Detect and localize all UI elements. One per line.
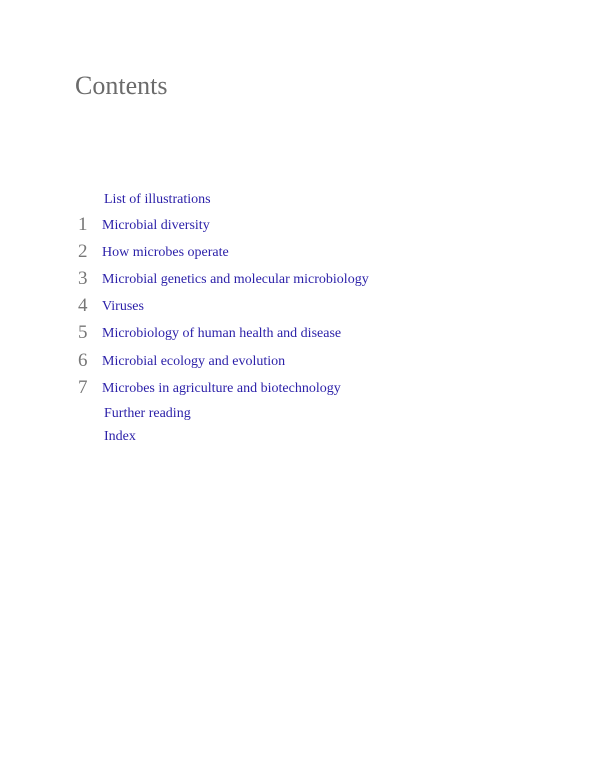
toc-link-chapter-7[interactable]: Microbes in agriculture and biotechnology: [102, 381, 341, 396]
toc-link-chapter-2[interactable]: How microbes operate: [102, 245, 229, 260]
chapter-number: 7: [78, 377, 88, 398]
toc-link-further-reading[interactable]: Further reading: [104, 406, 191, 421]
chapter-number: 3: [78, 268, 88, 289]
toc-link-list-of-illustrations[interactable]: List of illustrations: [104, 192, 211, 207]
chapter-number: 6: [78, 350, 88, 371]
chapter-number: 5: [78, 322, 88, 343]
toc-link-chapter-1[interactable]: Microbial diversity: [102, 218, 210, 233]
toc-entry-chapter-7: [0, 375, 600, 399]
toc-entry-chapter-5: [0, 320, 600, 344]
toc-entry-chapter-4: [0, 293, 600, 317]
toc-entry-chapter-6: [0, 348, 600, 372]
toc-entry-further-reading: [0, 400, 600, 424]
toc-link-chapter-3[interactable]: Microbial genetics and molecular microbiology: [102, 272, 369, 287]
toc-link-chapter-4[interactable]: Viruses: [102, 299, 144, 314]
toc-entry-chapter-3: [0, 266, 600, 290]
chapter-number: 1: [78, 214, 88, 235]
page-title: Contents: [75, 71, 168, 100]
toc-link-index[interactable]: Index: [104, 429, 136, 444]
chapter-number: 2: [78, 241, 88, 262]
toc-entry-chapter-2: [0, 239, 600, 263]
chapter-number: 4: [78, 295, 88, 316]
toc-link-chapter-6[interactable]: Microbial ecology and evolution: [102, 354, 286, 369]
toc-link-chapter-5[interactable]: Microbiology of human health and disease: [102, 326, 342, 341]
toc-entry-chapter-1: [0, 212, 600, 236]
toc-entry-list-of-illustrations: [0, 186, 600, 210]
toc-entry-index: [0, 423, 600, 447]
